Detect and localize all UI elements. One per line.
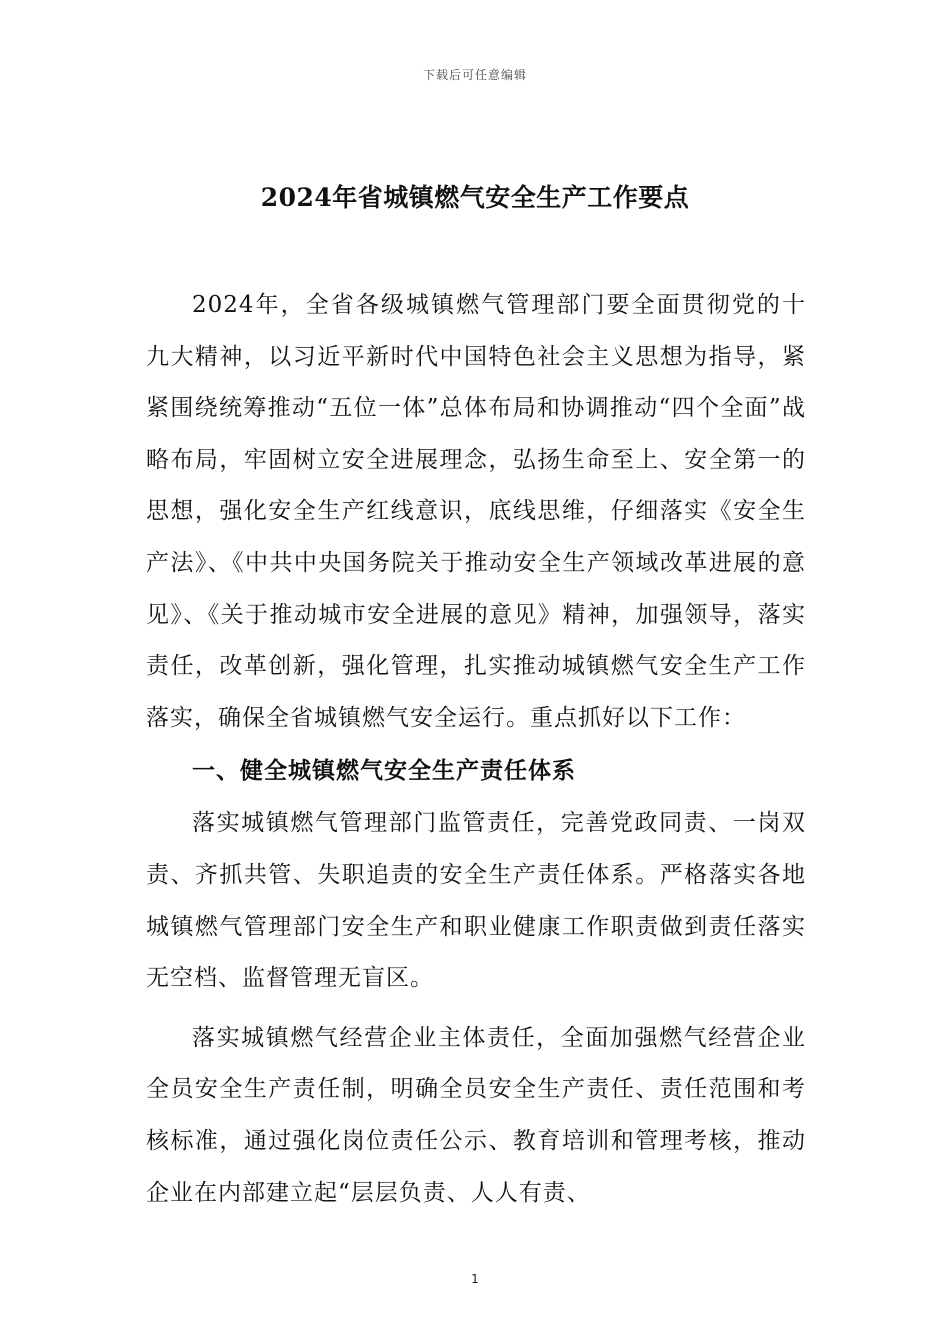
page-number: 1 [471, 1272, 479, 1286]
paragraph-2: 落实城镇燃气经营企业主体责任，全面加强燃气经营企业全员安全生产责任制，明确全员安全生产责任、责任范围和考核标准，通过强化岗位责任公示、教育培训和管理考核，推动企业在内部建立起“层层负责、人人有责、 [146, 1024, 806, 1206]
document-body [146, 280, 806, 1219]
intro-paragraph: 2024年，全省各级城镇燃气管理部门要全面贯彻党的十九大精神，以习近平新时代中国特色社会主义思想为指导，紧紧围绕统筹推动“五位一体”总体布局和协调推动“四个全面”战略布局，牢固树立安全进展理念，弘扬生命至上、安全第一的思想，强化安全生产红线意识，底线思维，仔细落实《安全生产法》、《中共中央国务院关于推动安全生产领域改革进展的意见》、《关于推动城市安全进展的意见》精神，加强领导，落实责任，改革创新，强化管理，扎实推动城镇燃气安全生产工作落实，确保全省城镇燃气安全运行。重点抓好以下工作： [146, 292, 806, 731]
paragraph-1: 落实城镇燃气管理部门监管责任，完善党政同责、一岗双责、齐抓共管、失职追责的安全生产责任体系。严格落实各地城镇燃气管理部门安全生产和职业健康工作职责做到责任落实无空档、监督管理无盲区。 [146, 810, 806, 992]
header-note: 下载后可任意编辑 [422, 68, 527, 82]
section-heading-1: 一、健全城镇燃气安全生产责任体系 [192, 758, 576, 785]
document-title: 2024年省城镇燃气安全生产工作要点 [260, 183, 690, 212]
